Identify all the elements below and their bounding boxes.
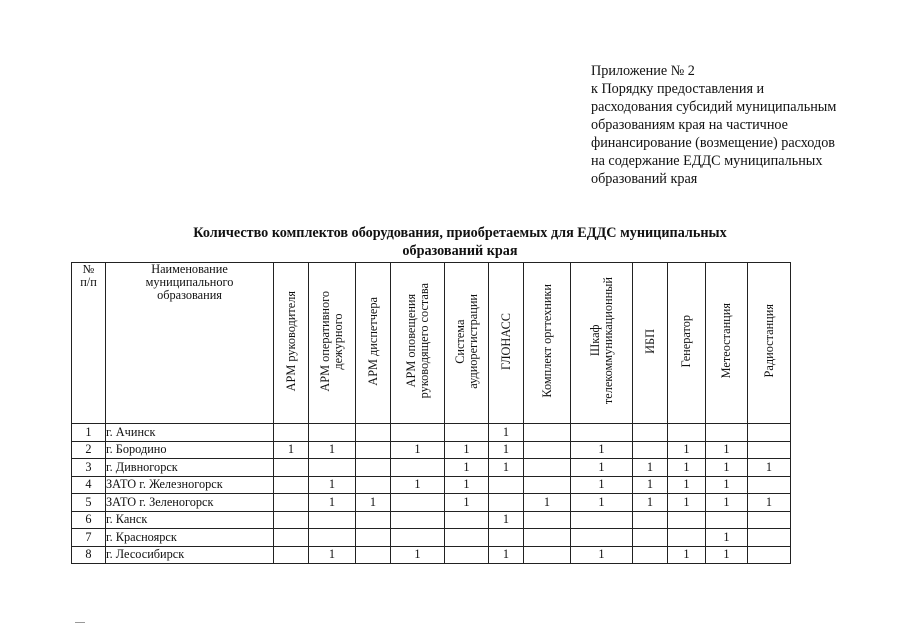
equipment-count-cell: 1 bbox=[391, 476, 445, 494]
equipment-count-cell bbox=[309, 529, 356, 547]
header-column bbox=[309, 263, 356, 424]
equipment-count-cell bbox=[356, 441, 391, 459]
header-column-line: Шкаф bbox=[587, 325, 602, 357]
equipment-count-cell bbox=[524, 529, 571, 547]
equipment-count-cell bbox=[668, 424, 706, 442]
equipment-count-cell bbox=[748, 424, 791, 442]
equipment-count-cell: 1 bbox=[668, 441, 706, 459]
equipment-count-cell: 1 bbox=[748, 459, 791, 477]
equipment-count-cell bbox=[668, 511, 706, 529]
header-column-line: АРМ оперативного bbox=[318, 290, 332, 392]
table-row bbox=[72, 546, 791, 564]
row-number: 8 bbox=[72, 546, 106, 564]
equipment-count-cell bbox=[274, 529, 309, 547]
equipment-count-cell bbox=[633, 511, 668, 529]
equipment-count-cell bbox=[356, 529, 391, 547]
header-column bbox=[633, 263, 668, 424]
equipment-count-cell: 1 bbox=[571, 546, 633, 564]
equipment-count-cell: 1 bbox=[489, 546, 524, 564]
equipment-count-cell: 1 bbox=[633, 459, 668, 477]
equipment-count-cell: 1 bbox=[309, 546, 356, 564]
equipment-count-cell bbox=[489, 476, 524, 494]
equipment-count-cell: 1 bbox=[445, 494, 489, 512]
equipment-count-cell bbox=[571, 529, 633, 547]
table-row bbox=[72, 459, 791, 477]
equipment-count-cell bbox=[274, 476, 309, 494]
municipality-name: г. Канск bbox=[106, 511, 274, 529]
appendix-line: образований края bbox=[591, 171, 698, 187]
equipment-count-cell bbox=[524, 441, 571, 459]
header-column-line: Комплект оргтехники bbox=[539, 284, 554, 398]
header-column-line: Радиостанция bbox=[761, 304, 776, 378]
page-mark bbox=[75, 622, 85, 623]
equipment-count-cell: 1 bbox=[633, 494, 668, 512]
equipment-count-cell: 1 bbox=[706, 546, 748, 564]
equipment-count-cell: 1 bbox=[489, 511, 524, 529]
header-column bbox=[524, 263, 571, 424]
table-row bbox=[72, 424, 791, 442]
equipment-count-cell: 1 bbox=[309, 441, 356, 459]
table-row bbox=[72, 511, 791, 529]
equipment-count-cell bbox=[309, 459, 356, 477]
row-number: 6 bbox=[72, 511, 106, 529]
document-title bbox=[60, 224, 860, 260]
row-number: 2 bbox=[72, 441, 106, 459]
equipment-count-cell: 1 bbox=[391, 546, 445, 564]
equipment-count-cell: 1 bbox=[524, 494, 571, 512]
equipment-count-cell bbox=[391, 494, 445, 512]
equipment-count-cell bbox=[524, 424, 571, 442]
header-column-line: дежурного bbox=[331, 312, 345, 370]
equipment-count-cell bbox=[445, 529, 489, 547]
header-number bbox=[72, 263, 106, 424]
equipment-count-cell bbox=[274, 511, 309, 529]
table-row bbox=[72, 441, 791, 459]
equipment-count-cell bbox=[524, 546, 571, 564]
equipment-count-cell: 1 bbox=[706, 459, 748, 477]
equipment-count-cell bbox=[633, 529, 668, 547]
equipment-count-cell bbox=[706, 511, 748, 529]
equipment-count-cell: 1 bbox=[706, 476, 748, 494]
equipment-count-cell bbox=[391, 459, 445, 477]
header-column bbox=[668, 263, 706, 424]
header-column bbox=[748, 263, 791, 424]
header-number-line: п/п bbox=[80, 275, 97, 289]
equipment-count-cell bbox=[633, 546, 668, 564]
equipment-count-cell bbox=[748, 529, 791, 547]
equipment-count-cell: 1 bbox=[748, 494, 791, 512]
equipment-count-cell bbox=[571, 424, 633, 442]
equipment-count-cell bbox=[524, 459, 571, 477]
municipality-name: г. Бородино bbox=[106, 441, 274, 459]
equipment-count-cell bbox=[356, 424, 391, 442]
header-column-line: аудиорегистрации bbox=[465, 293, 480, 389]
equipment-count-cell bbox=[356, 476, 391, 494]
appendix-line: расходования субсидий муниципальным bbox=[591, 99, 837, 115]
header-number-line: № bbox=[82, 262, 95, 276]
header-column-line: Метеостанция bbox=[719, 303, 733, 379]
equipment-count-cell bbox=[748, 511, 791, 529]
header-municipality bbox=[106, 263, 274, 424]
header-column bbox=[356, 263, 391, 424]
equipment-count-cell: 1 bbox=[445, 441, 489, 459]
equipment-count-cell: 1 bbox=[668, 459, 706, 477]
row-number: 7 bbox=[72, 529, 106, 547]
equipment-count-cell: 1 bbox=[668, 476, 706, 494]
header-column bbox=[571, 263, 633, 424]
table-row bbox=[72, 494, 791, 512]
equipment-count-cell bbox=[274, 459, 309, 477]
equipment-table bbox=[71, 262, 791, 564]
equipment-count-cell: 1 bbox=[571, 441, 633, 459]
equipment-count-cell bbox=[489, 494, 524, 512]
equipment-count-cell bbox=[445, 424, 489, 442]
equipment-count-cell bbox=[748, 476, 791, 494]
header-column-line: Генератор bbox=[679, 314, 693, 368]
equipment-count-cell bbox=[356, 459, 391, 477]
appendix-line: образованиям края на частичное bbox=[591, 117, 788, 133]
equipment-count-cell bbox=[309, 424, 356, 442]
header-column-line: Система bbox=[452, 318, 467, 364]
table-body bbox=[72, 424, 791, 564]
equipment-count-cell bbox=[356, 546, 391, 564]
equipment-count-cell bbox=[309, 511, 356, 529]
equipment-count-cell: 1 bbox=[356, 494, 391, 512]
title-line-1: Количество комплектов оборудования, приобретаемых для ЕДДС муниципальных bbox=[193, 225, 727, 241]
equipment-count-cell: 1 bbox=[391, 441, 445, 459]
table-row bbox=[72, 476, 791, 494]
header-column-line: ГЛОНАСС bbox=[498, 312, 513, 370]
header-column bbox=[445, 263, 489, 424]
equipment-count-cell bbox=[391, 511, 445, 529]
equipment-count-cell bbox=[633, 424, 668, 442]
equipment-count-cell: 1 bbox=[489, 424, 524, 442]
equipment-count-cell: 1 bbox=[571, 494, 633, 512]
equipment-count-cell: 1 bbox=[706, 494, 748, 512]
equipment-count-cell bbox=[445, 511, 489, 529]
equipment-count-cell bbox=[633, 441, 668, 459]
equipment-count-cell: 1 bbox=[571, 459, 633, 477]
municipality-name: г. Красноярск bbox=[106, 529, 274, 547]
municipality-name: г. Дивногорск bbox=[106, 459, 274, 477]
appendix-line: финансирование (возмещение) расходов bbox=[591, 135, 836, 151]
equipment-count-cell: 1 bbox=[274, 441, 309, 459]
header-column-line: АРМ диспетчера bbox=[365, 296, 380, 386]
equipment-count-cell: 1 bbox=[309, 476, 356, 494]
appendix-line: Приложение № 2 bbox=[591, 63, 695, 79]
header-column-line: руководящего состава bbox=[416, 283, 431, 399]
equipment-count-cell bbox=[524, 511, 571, 529]
header-municipality-line: Наименование bbox=[151, 262, 228, 276]
row-number: 4 bbox=[72, 476, 106, 494]
municipality-name: ЗАТО г. Зеленогорск bbox=[106, 494, 274, 512]
row-number: 1 bbox=[72, 424, 106, 442]
equipment-count-cell bbox=[489, 529, 524, 547]
header-column-line: телекоммуникационный bbox=[600, 277, 615, 405]
equipment-count-cell bbox=[706, 424, 748, 442]
equipment-count-cell bbox=[445, 546, 489, 564]
equipment-count-cell bbox=[356, 511, 391, 529]
appendix-line: к Порядку предоставления и bbox=[591, 81, 765, 97]
equipment-count-cell: 1 bbox=[489, 441, 524, 459]
table-row bbox=[72, 529, 791, 547]
header-municipality-line: муниципального bbox=[145, 275, 234, 289]
equipment-count-cell bbox=[274, 494, 309, 512]
header-column-line: АРМ оповещения bbox=[403, 294, 418, 388]
appendix-line: на содержание ЕДДС муниципальных bbox=[591, 153, 823, 169]
equipment-count-cell: 1 bbox=[633, 476, 668, 494]
equipment-count-cell bbox=[274, 424, 309, 442]
municipality-name: ЗАТО г. Железногорск bbox=[106, 476, 274, 494]
equipment-count-cell: 1 bbox=[706, 441, 748, 459]
table-header-row bbox=[72, 263, 791, 424]
header-column bbox=[706, 263, 748, 424]
title-line-2: образований края bbox=[402, 243, 518, 259]
equipment-count-cell: 1 bbox=[668, 494, 706, 512]
equipment-count-cell bbox=[391, 529, 445, 547]
equipment-count-cell: 1 bbox=[445, 476, 489, 494]
equipment-count-cell bbox=[571, 511, 633, 529]
municipality-name: г. Ачинск bbox=[106, 424, 274, 442]
equipment-count-cell bbox=[524, 476, 571, 494]
header-column-line: ИБП bbox=[642, 328, 657, 354]
equipment-count-cell: 1 bbox=[668, 546, 706, 564]
row-number: 5 bbox=[72, 494, 106, 512]
equipment-count-cell: 1 bbox=[445, 459, 489, 477]
equipment-count-cell: 1 bbox=[309, 494, 356, 512]
header-column bbox=[391, 263, 445, 424]
header-column bbox=[489, 263, 524, 424]
appendix-block bbox=[591, 62, 891, 188]
equipment-count-cell: 1 bbox=[489, 459, 524, 477]
header-column bbox=[274, 263, 309, 424]
municipality-name: г. Лесосибирск bbox=[106, 546, 274, 564]
row-number: 3 bbox=[72, 459, 106, 477]
header-column-line: АРМ руководителя bbox=[283, 290, 298, 392]
equipment-count-cell bbox=[668, 529, 706, 547]
equipment-count-cell: 1 bbox=[571, 476, 633, 494]
equipment-count-cell: 1 bbox=[706, 529, 748, 547]
equipment-count-cell bbox=[391, 424, 445, 442]
equipment-count-cell bbox=[748, 441, 791, 459]
equipment-count-cell bbox=[748, 546, 791, 564]
equipment-count-cell bbox=[274, 546, 309, 564]
header-municipality-line: образования bbox=[157, 288, 222, 302]
